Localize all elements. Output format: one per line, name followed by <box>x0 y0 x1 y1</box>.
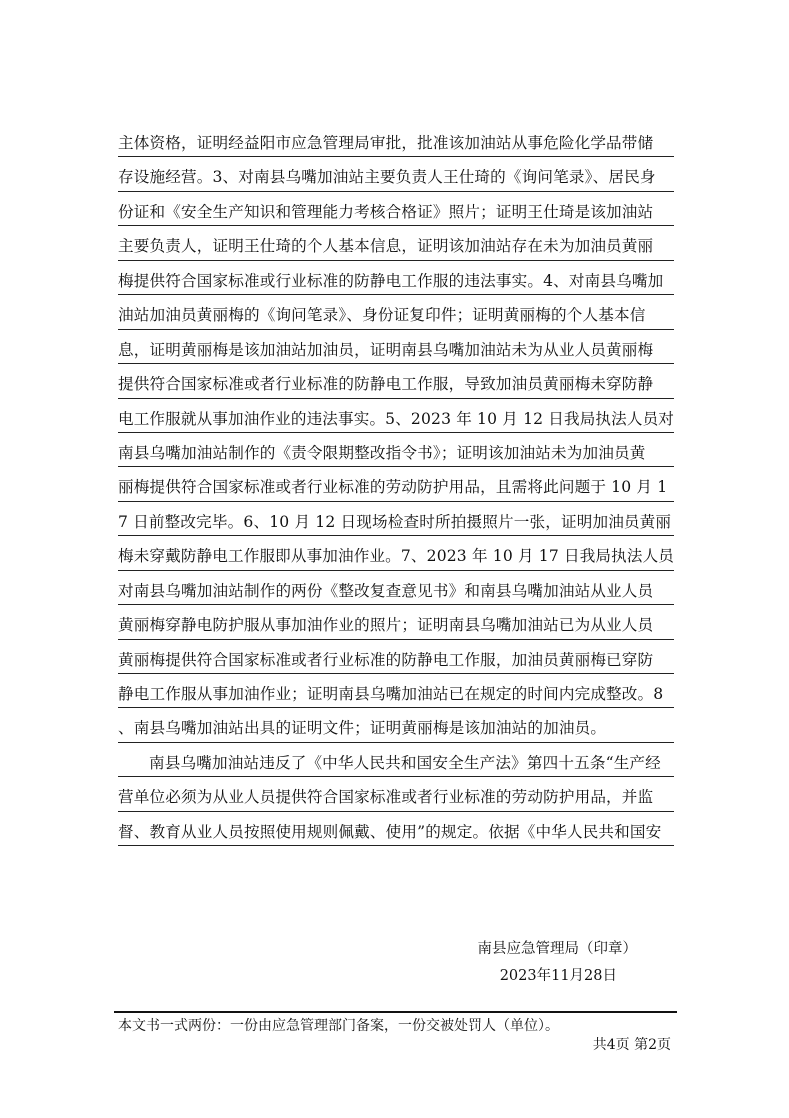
text-line: 督、教育从业人员按照使用规则佩戴、使用”的规定。依据《中华人民共和国安 <box>118 815 674 849</box>
text-line: 南县乌嘴加油站制作的《责令限期整改指令书》；证明该加油站未为加油员黄 <box>118 436 674 470</box>
text-line: 南县乌嘴加油站违反了《中华人民共和国安全生产法》第四十五条“生产经 <box>118 746 674 780</box>
footer-divider <box>114 1011 677 1013</box>
text-line: 营单位必须为从业人员提供符合国家标准或者行业标准的劳动防护用品，并监 <box>118 780 674 814</box>
text-line: 梅提供符合国家标准或行业标准的防静电工作服的违法事实。4、对南县乌嘴加 <box>118 264 674 298</box>
footer-note: 本文书一式两份：一份由应急管理部门备案，一份交被处罚人（单位）。 <box>118 1018 559 1034</box>
text-line: 主要负责人，证明王仕琦的个人基本信息，证明该加油站存在未为加油员黄丽 <box>118 229 674 263</box>
issuing-authority: 南县应急管理局（印章） <box>477 941 637 957</box>
text-line: 、南县乌嘴加油站出具的证明文件；证明黄丽梅是该加油站的加油员。 <box>118 711 674 745</box>
text-line: 黄丽梅提供符合国家标准或者行业标准的防静电工作服，加油员黄丽梅已穿防 <box>118 643 674 677</box>
document-body <box>118 126 674 849</box>
text-line: 7 日前整改完毕。6、10 月 12 日现场检查时所拍摄照片一张，证明加油员黄丽 <box>118 505 674 539</box>
page-number: 共4页 第2页 <box>592 1037 671 1053</box>
text-line: 黄丽梅穿静电防护服从事加油作业的照片；证明南县乌嘴加油站已为从业人员 <box>118 608 674 642</box>
issue-date: 2023年11月28日 <box>499 968 617 984</box>
text-line: 梅未穿戴防静电工作服即从事加油作业。7、2023 年 10 月 17 日我局执法人员 <box>118 539 674 573</box>
text-line: 电工作服就从事加油作业的违法事实。5、2023 年 10 月 12 日我局执法人员对 <box>118 402 674 436</box>
signature-block <box>477 936 637 990</box>
text-line: 存设施经营。3、对南县乌嘴加油站主要负责人王仕琦的《询问笔录》、居民身 <box>118 160 674 194</box>
text-line: 静电工作服从事加油作业；证明南县乌嘴加油站已在规定的时间内完成整改。8 <box>118 677 674 711</box>
text-line: 丽梅提供符合国家标准或者行业标准的劳动防护用品，且需将此问题于 10 月 1 <box>118 470 674 504</box>
text-line: 对南县乌嘴加油站制作的两份《整改复查意见书》和南县乌嘴加油站从业人员 <box>118 574 674 608</box>
text-line: 主体资格，证明经益阳市应急管理局审批，批准该加油站从事危险化学品带储 <box>118 126 674 160</box>
text-line: 油站加油员黄丽梅的《询问笔录》、身份证复印件；证明黄丽梅的个人基本信 <box>118 298 674 332</box>
text-line: 份证和《安全生产知识和管理能力考核合格证》照片；证明王仕琦是该加油站 <box>118 195 674 229</box>
text-line: 提供符合国家标准或者行业标准的防静电工作服，导致加油员黄丽梅未穿防静 <box>118 367 674 401</box>
text-line: 息，证明黄丽梅是该加油站加油员，证明南县乌嘴加油站未为从业人员黄丽梅 <box>118 333 674 367</box>
